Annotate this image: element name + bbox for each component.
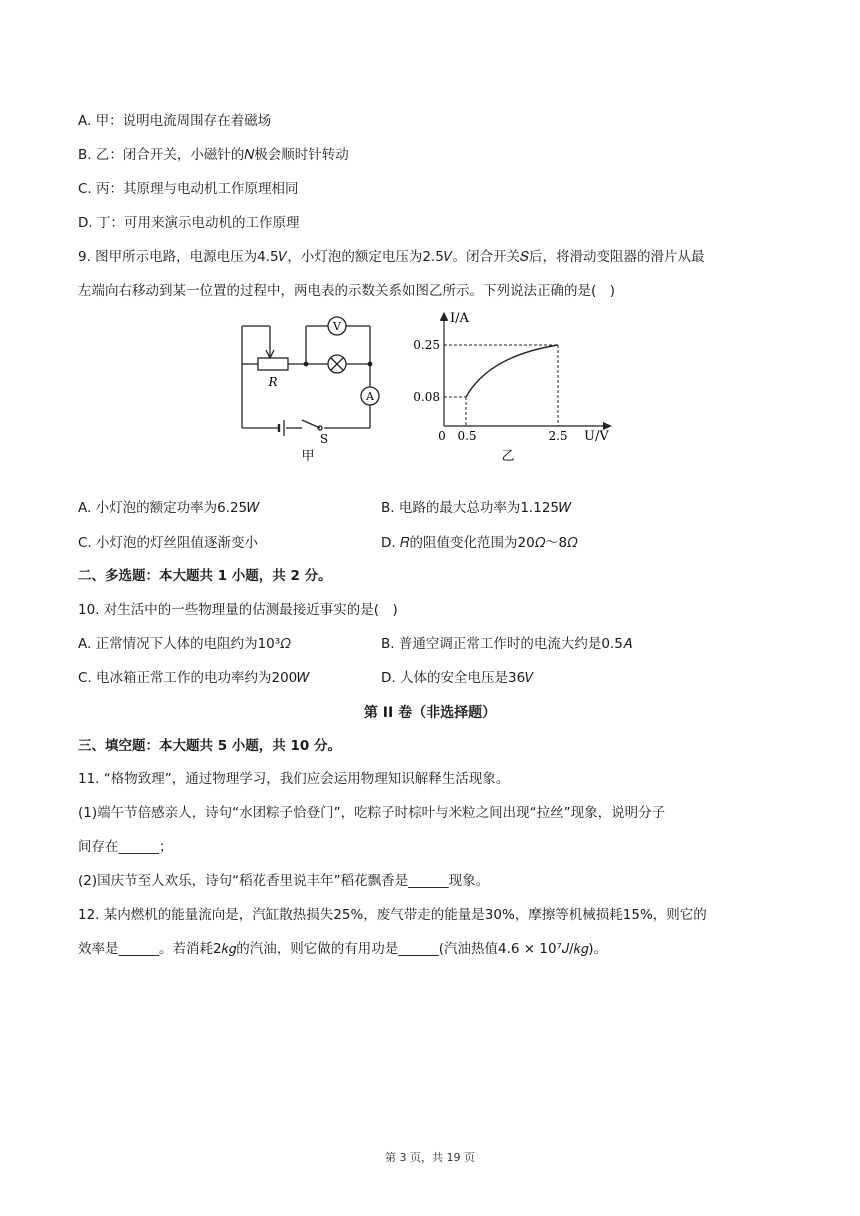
rheostat-label: R: [268, 375, 278, 389]
q11-stem: 11. “格物致理”，通过物理学习，我们应会运用物理知识解释生活现象。: [78, 771, 510, 787]
q10-option-b: B. 普通空调正常工作时的电流大约是0.5𝐴: [381, 636, 632, 652]
q8-option-a: A. 甲：说明电流周围存在着磁场: [78, 113, 272, 129]
section3-heading: 三、填空题：本大题共 5 小题，共 10 分。: [78, 738, 341, 754]
x-tick-2-5: 2.5: [548, 429, 568, 443]
q12-line1: 12. 某内燃机的能量流向是，汽缸散热损失25%，废气带走的能量是30%，摩擦等机械损耗15%，则它的: [78, 907, 707, 923]
q11-part1-line1: (1)端午节倍感亲人，诗句“水团粽子恰登门”，吃粽子时棕叶与米粒之间出现“拉丝”现象，说明分子: [78, 805, 666, 821]
q11-part2: (2)国庆节至人欢乐，诗句“稻花香里说丰年”稻花飘香是______现象。: [78, 873, 490, 889]
switch-label: S: [319, 432, 329, 446]
graph-caption: 乙: [501, 449, 515, 464]
q8-option-c: C. 丙：其原理与电动机工作原理相同: [78, 181, 299, 197]
y-tick-0-08: 0.08: [413, 390, 440, 404]
ammeter-label: A: [366, 390, 374, 403]
q11-part1-line2: 间存在______；: [78, 839, 173, 855]
q9-circuit-diagram: [236, 312, 386, 467]
q9-option-c: C. 小灯泡的灯丝阻值逐渐变小: [78, 535, 259, 551]
q10-option-c: C. 电冰箱正常工作的电功率约为200𝑊: [78, 670, 310, 686]
q9-iu-graph: [404, 304, 624, 466]
part2-title: 第 II 卷（非选择题）: [363, 705, 497, 721]
y-tick-0-25: 0.25: [413, 338, 440, 352]
q12-line2: 效率是______。若消耗2𝑘𝑔的汽油，则它做的有用功是______(汽油热值4.6 × 10⁷𝐽/𝑘𝑔)。: [78, 941, 608, 957]
voltmeter-label: V: [333, 320, 341, 333]
origin-label: 0: [438, 429, 446, 443]
section2-heading: 二、多选题：本大题共 1 小题，共 2 分。: [78, 568, 332, 584]
x-axis-label: U/V: [584, 429, 609, 444]
q10-stem: 10. 对生活中的一些物理量的估测最接近事实的是( ): [78, 602, 398, 618]
q9-option-b: B. 电路的最大总功率为1.125𝑊: [381, 500, 572, 516]
y-axis-label: I/A: [450, 311, 469, 326]
q10-option-d: D. 人体的安全电压是36𝑉: [381, 670, 534, 686]
q9-option-a: A. 小灯泡的额定功率为6.25𝑊: [78, 500, 260, 516]
q8-option-b: B. 乙：闭合开关，小磁针的𝑁极会顺时针转动: [78, 147, 349, 163]
q8-option-d: D. 丁：可用来演示电动机的工作原理: [78, 215, 300, 231]
page-footer: 第 3 页，共 19 页: [385, 1151, 475, 1164]
circuit-caption: 甲: [301, 449, 315, 464]
q9-stem-line2: 左端向右移动到某一位置的过程中，两电表的示数关系如图乙所示。下列说法正确的是( ): [78, 283, 616, 299]
q9-option-d: D. 𝑅的阻值变化范围为20𝛺～8𝛺: [381, 535, 578, 551]
q10-option-a: A. 正常情况下人体的电阻约为10³𝛺: [78, 636, 291, 652]
x-tick-0-5: 0.5: [457, 429, 477, 443]
q9-stem-line1: 9. 图甲所示电路，电源电压为4.5𝑉，小灯泡的额定电压为2.5𝑉。闭合开关𝑆后，将滑动变阻器的滑片从最: [78, 249, 705, 265]
